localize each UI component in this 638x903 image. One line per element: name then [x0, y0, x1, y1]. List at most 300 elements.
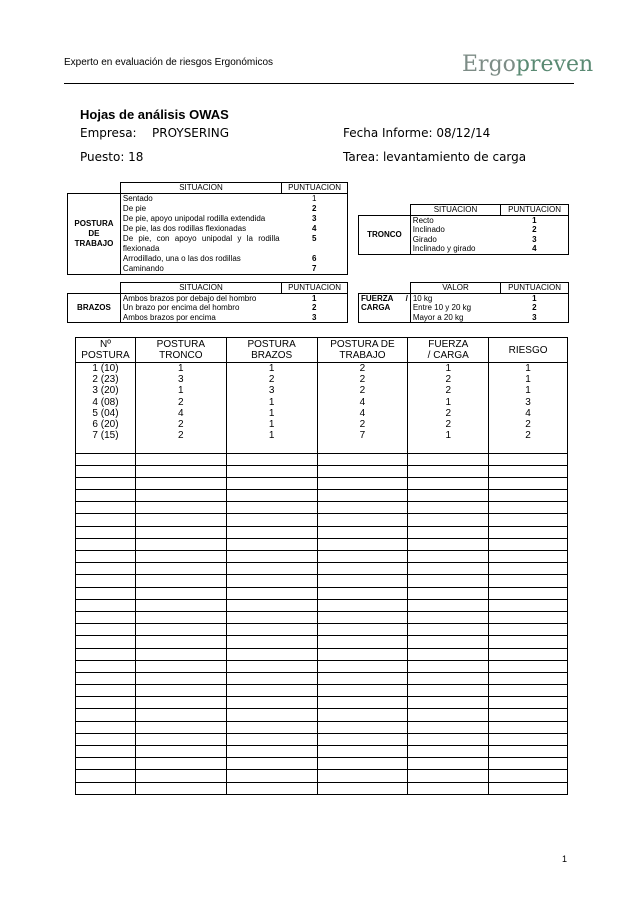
empty-cell: [226, 502, 317, 514]
brazos-row-sit: Ambos brazos por debajo del hombro: [120, 293, 281, 303]
fuerza-row-score: 2: [501, 303, 569, 313]
results-head-riesgo: RIESGO: [489, 338, 568, 363]
empty-cell: [408, 721, 489, 733]
empty-cell: [76, 685, 136, 697]
empty-table-row: [76, 685, 568, 697]
empty-cell: [317, 477, 408, 489]
empty-cell: [76, 551, 136, 563]
empty-cell: [76, 672, 136, 684]
empty-cell: [226, 709, 317, 721]
empty-cell: [226, 721, 317, 733]
empty-cell: [408, 502, 489, 514]
empty-cell: [317, 758, 408, 770]
table-cell: 2: [408, 385, 489, 396]
table-cell: 1: [408, 363, 489, 375]
empty-cell: [226, 551, 317, 563]
empty-cell: [135, 587, 226, 599]
empty-cell: [317, 611, 408, 623]
empty-cell: [317, 648, 408, 660]
tronco-row-score: 1: [501, 215, 569, 225]
table-cell: 4 (08): [76, 397, 136, 408]
table-cell: 2: [317, 385, 408, 396]
empresa-value: PROYSERING: [152, 126, 230, 140]
tronco-table: [358, 204, 569, 255]
fuerza-label: FUERZA /: [359, 293, 411, 303]
postura-row-score: 5: [282, 234, 348, 254]
fuerza-row-sit: Entre 10 y 20 kg: [410, 303, 500, 313]
empty-cell: [489, 672, 568, 684]
empty-cell: [317, 660, 408, 672]
empty-cell: [489, 587, 568, 599]
empty-cell: [489, 648, 568, 660]
empty-cell: [317, 551, 408, 563]
empty-cell: [226, 441, 317, 453]
table-cell: 2: [489, 430, 568, 441]
table-cell: 2: [408, 408, 489, 419]
table-cell: 2: [135, 419, 226, 430]
empty-cell: [226, 733, 317, 745]
brazos-row-sit: Ambos brazos por encima: [120, 313, 281, 323]
table-cell: 4: [489, 408, 568, 419]
empty-cell: [76, 721, 136, 733]
brazos-row-score: 3: [282, 313, 348, 323]
empty-cell: [317, 672, 408, 684]
empty-cell: [489, 697, 568, 709]
empty-table-row: [76, 514, 568, 526]
empty-cell: [226, 575, 317, 587]
empty-cell: [135, 453, 226, 465]
empty-cell: [76, 599, 136, 611]
postura-row-score: 6: [282, 254, 348, 264]
empty-table-row: [76, 758, 568, 770]
empty-cell: [135, 733, 226, 745]
empty-table-row: [76, 636, 568, 648]
empty-table-row: [76, 770, 568, 782]
table-row: [76, 374, 568, 385]
empty-cell: [317, 587, 408, 599]
table-cell: 2: [135, 430, 226, 441]
empty-cell: [135, 721, 226, 733]
empty-table-row: [76, 624, 568, 636]
brazos-head-puntuacion: PUNTUACION: [282, 283, 348, 294]
empty-cell: [408, 441, 489, 453]
empty-cell: [135, 477, 226, 489]
empty-cell: [135, 624, 226, 636]
empty-cell: [226, 770, 317, 782]
table-cell: 1: [226, 408, 317, 419]
table-cell: 2: [317, 419, 408, 430]
empty-cell: [76, 563, 136, 575]
empty-cell: [408, 563, 489, 575]
empty-cell: [76, 611, 136, 623]
empty-cell: [317, 599, 408, 611]
empty-cell: [135, 648, 226, 660]
empty-cell: [408, 587, 489, 599]
empty-cell: [226, 538, 317, 550]
empty-cell: [489, 782, 568, 794]
table-cell: 1: [408, 430, 489, 441]
empty-cell: [408, 514, 489, 526]
postura-trabajo-table: [67, 182, 348, 275]
empty-cell: [489, 490, 568, 502]
empty-cell: [489, 746, 568, 758]
empty-cell: [76, 441, 136, 453]
empty-cell: [489, 770, 568, 782]
postura-row-sit: De pie, apoyo unipodal rodilla extendida: [120, 214, 281, 224]
empty-cell: [135, 672, 226, 684]
empty-table-row: [76, 746, 568, 758]
empty-cell: [76, 526, 136, 538]
empty-cell: [76, 502, 136, 514]
empty-cell: [408, 599, 489, 611]
table-cell: 3: [489, 397, 568, 408]
empty-cell: [135, 551, 226, 563]
empty-cell: [226, 526, 317, 538]
brazos-table: [67, 282, 348, 323]
empty-cell: [408, 624, 489, 636]
table-cell: 7: [317, 430, 408, 441]
tronco-row-score: 4: [501, 244, 569, 254]
table-cell: 1 (10): [76, 363, 136, 375]
results-table: [75, 337, 568, 795]
tronco-head-situacion: SITUACION: [410, 205, 500, 216]
empty-cell: [317, 453, 408, 465]
empty-cell: [135, 502, 226, 514]
empty-cell: [226, 611, 317, 623]
empty-cell: [135, 490, 226, 502]
empty-cell: [408, 648, 489, 660]
empty-cell: [76, 770, 136, 782]
table-cell: 1: [226, 397, 317, 408]
fuerza-row-score: 1: [501, 293, 569, 303]
table-row: [76, 385, 568, 396]
tronco-row-sit: Recto: [410, 215, 500, 225]
postura-row-sit: Sentado: [120, 194, 281, 205]
table-cell: 3 (20): [76, 385, 136, 396]
empty-cell: [408, 453, 489, 465]
postura-row-sit: Caminando: [120, 264, 281, 275]
table-cell: 2: [489, 419, 568, 430]
empty-cell: [489, 441, 568, 453]
table-cell: 2: [135, 397, 226, 408]
table-cell: 1: [489, 385, 568, 396]
empty-cell: [489, 721, 568, 733]
empty-cell: [226, 672, 317, 684]
empty-cell: [489, 526, 568, 538]
postura-row-sit: De pie: [120, 204, 281, 214]
empty-cell: [135, 575, 226, 587]
empty-cell: [135, 465, 226, 477]
tronco-label: TRONCO: [359, 215, 411, 254]
empty-cell: [489, 709, 568, 721]
empty-cell: [317, 441, 408, 453]
tarea: Tarea: levantamiento de carga: [343, 150, 527, 164]
empty-table-row: [76, 587, 568, 599]
empty-cell: [489, 660, 568, 672]
empty-cell: [135, 526, 226, 538]
empty-cell: [76, 746, 136, 758]
results-head-fuerza-carga: FUERZA / CARGA: [408, 338, 489, 363]
table-cell: 1: [408, 397, 489, 408]
empty-table-row: [76, 465, 568, 477]
empty-cell: [317, 465, 408, 477]
empty-cell: [317, 636, 408, 648]
empty-cell: [408, 575, 489, 587]
empty-cell: [135, 660, 226, 672]
empty-cell: [76, 648, 136, 660]
table-cell: 2: [408, 419, 489, 430]
empty-cell: [226, 599, 317, 611]
table-row: [76, 397, 568, 408]
empty-table-row: [76, 551, 568, 563]
postura-trabajo-label: POSTURA DE TRABAJO: [68, 194, 121, 275]
table-row: [76, 408, 568, 419]
empty-cell: [317, 514, 408, 526]
empty-cell: [135, 685, 226, 697]
empty-cell: [317, 685, 408, 697]
empty-cell: [135, 538, 226, 550]
empty-cell: [135, 611, 226, 623]
empty-cell: [135, 697, 226, 709]
empty-cell: [135, 636, 226, 648]
brazos-row-sit: Un brazo por encima del hombro: [120, 303, 281, 313]
empty-cell: [76, 733, 136, 745]
table-cell: 1: [226, 363, 317, 375]
empty-cell: [76, 575, 136, 587]
table-cell: 4: [135, 408, 226, 419]
table-cell: 5 (04): [76, 408, 136, 419]
empty-cell: [135, 770, 226, 782]
table-cell: 2: [317, 363, 408, 375]
empty-cell: [317, 526, 408, 538]
empty-cell: [76, 477, 136, 489]
empty-cell: [408, 672, 489, 684]
empty-table-row: [76, 526, 568, 538]
empty-cell: [489, 465, 568, 477]
empty-cell: [226, 758, 317, 770]
results-head-n-postura: Nº POSTURA: [76, 338, 136, 363]
header-text: Experto en evaluación de riesgos Ergonómicos: [64, 57, 274, 68]
empty-cell: [489, 551, 568, 563]
empty-cell: [135, 709, 226, 721]
empty-cell: [135, 599, 226, 611]
empty-table-row: [76, 672, 568, 684]
empty-cell: [76, 636, 136, 648]
tronco-row-score: 2: [501, 225, 569, 235]
empty-cell: [489, 685, 568, 697]
empty-cell: [76, 490, 136, 502]
empty-cell: [135, 782, 226, 794]
postura-row-sit: Arrodillado, una o las dos rodillas: [120, 254, 281, 264]
document-title: Hojas de análisis OWAS: [80, 107, 229, 122]
table-cell: 7 (15): [76, 430, 136, 441]
empty-cell: [226, 636, 317, 648]
table-cell: 1: [226, 419, 317, 430]
ergopreven-logo: Ergopreven: [462, 52, 594, 77]
empty-table-row: [76, 721, 568, 733]
postura-row-score: 4: [282, 224, 348, 234]
table-row: [76, 430, 568, 441]
empty-cell: [489, 624, 568, 636]
empty-cell: [226, 477, 317, 489]
empty-cell: [226, 660, 317, 672]
postura-row-score: 1: [282, 194, 348, 205]
empty-cell: [317, 721, 408, 733]
empty-cell: [489, 477, 568, 489]
empty-cell: [76, 587, 136, 599]
empty-table-row: [76, 599, 568, 611]
empty-cell: [226, 490, 317, 502]
empty-cell: [408, 685, 489, 697]
empty-cell: [489, 758, 568, 770]
empty-cell: [408, 758, 489, 770]
empty-cell: [489, 636, 568, 648]
empty-table-row: [76, 490, 568, 502]
empty-cell: [489, 733, 568, 745]
empty-cell: [226, 587, 317, 599]
empty-cell: [226, 563, 317, 575]
results-head-postura-trabajo: POSTURA DE TRABAJO: [317, 338, 408, 363]
empty-cell: [317, 490, 408, 502]
empty-table-row: [76, 782, 568, 794]
empty-cell: [408, 611, 489, 623]
table-cell: 1: [135, 363, 226, 375]
fuerza-row-score: 3: [501, 313, 569, 323]
postura-row-score: 3: [282, 214, 348, 224]
empty-cell: [76, 538, 136, 550]
empty-cell: [489, 453, 568, 465]
empty-cell: [408, 538, 489, 550]
empty-table-row: [76, 697, 568, 709]
empty-cell: [408, 770, 489, 782]
empty-table-row: [76, 563, 568, 575]
header-divider: [64, 83, 574, 84]
brazos-head-situacion: SITUACION: [120, 283, 281, 294]
empty-cell: [408, 709, 489, 721]
table-cell: 4: [317, 397, 408, 408]
empty-cell: [408, 746, 489, 758]
tronco-row-sit: Inclinado y girado: [410, 244, 500, 254]
brazos-label: BRAZOS: [68, 293, 121, 323]
empty-cell: [408, 660, 489, 672]
empty-cell: [226, 453, 317, 465]
tronco-row-sit: Inclinado: [410, 225, 500, 235]
table-cell: 1: [489, 363, 568, 375]
empty-cell: [76, 782, 136, 794]
empty-cell: [317, 624, 408, 636]
empty-cell: [135, 563, 226, 575]
empty-cell: [135, 746, 226, 758]
empty-cell: [226, 782, 317, 794]
table-cell: 3: [226, 385, 317, 396]
fuerza-row-sit: 10 kg: [410, 293, 500, 303]
empty-cell: [317, 502, 408, 514]
empty-table-row: [76, 502, 568, 514]
empty-cell: [76, 660, 136, 672]
empty-table-row: [76, 538, 568, 550]
table-cell: 2 (23): [76, 374, 136, 385]
empty-cell: [76, 624, 136, 636]
empty-cell: [317, 709, 408, 721]
empty-cell: [76, 709, 136, 721]
empty-cell: [489, 563, 568, 575]
empty-cell: [226, 648, 317, 660]
empty-cell: [76, 697, 136, 709]
tronco-head-puntuacion: PUNTUACION: [501, 205, 569, 216]
empty-cell: [408, 465, 489, 477]
empty-cell: [408, 733, 489, 745]
empty-cell: [408, 551, 489, 563]
table-row: [76, 363, 568, 375]
empty-table-row: [76, 441, 568, 453]
empty-cell: [408, 782, 489, 794]
empty-cell: [226, 685, 317, 697]
empty-cell: [135, 514, 226, 526]
page-number: 1: [562, 854, 568, 864]
brazos-row-score: 1: [282, 293, 348, 303]
empty-table-row: [76, 453, 568, 465]
postura-row-sit: De pie, con apoyo unipodal y la rodilla flexionada: [120, 234, 281, 254]
empty-cell: [408, 477, 489, 489]
postura-head-puntuacion: PUNTUACION: [282, 183, 348, 194]
empty-table-row: [76, 733, 568, 745]
empty-cell: [317, 575, 408, 587]
empty-cell: [317, 782, 408, 794]
fuerza-head-puntuacion: PUNTUACION: [501, 283, 569, 294]
empty-cell: [408, 636, 489, 648]
empty-cell: [76, 514, 136, 526]
empty-cell: [317, 538, 408, 550]
empty-cell: [489, 514, 568, 526]
table-cell: 2: [226, 374, 317, 385]
empty-cell: [408, 697, 489, 709]
empty-cell: [489, 575, 568, 587]
results-head-postura-tronco: POSTURA TRONCO: [135, 338, 226, 363]
postura-head-situacion: SITUACION: [120, 183, 281, 194]
brazos-row-score: 2: [282, 303, 348, 313]
empty-table-row: [76, 611, 568, 623]
fecha-informe: Fecha Informe: 08/12/14: [343, 126, 491, 140]
puesto: Puesto: 18: [80, 150, 144, 164]
empty-table-row: [76, 477, 568, 489]
empty-cell: [226, 514, 317, 526]
empty-cell: [317, 746, 408, 758]
table-cell: 6 (20): [76, 419, 136, 430]
empty-table-row: [76, 575, 568, 587]
table-row: [76, 419, 568, 430]
empty-cell: [226, 697, 317, 709]
empty-cell: [226, 624, 317, 636]
empty-cell: [317, 697, 408, 709]
empty-cell: [135, 441, 226, 453]
empty-cell: [408, 490, 489, 502]
empty-cell: [317, 770, 408, 782]
empty-table-row: [76, 648, 568, 660]
postura-row-score: 2: [282, 204, 348, 214]
table-cell: 1: [135, 385, 226, 396]
table-cell: 1: [226, 430, 317, 441]
postura-row-sit: De pie, las dos rodillas flexionadas: [120, 224, 281, 234]
fuerza-head-valor: VALOR: [410, 283, 500, 294]
table-cell: 1: [489, 374, 568, 385]
results-head-postura-brazos: POSTURA BRAZOS: [226, 338, 317, 363]
empty-cell: [76, 758, 136, 770]
fuerza-carga-table: [358, 282, 569, 323]
empty-cell: [489, 599, 568, 611]
tronco-row-sit: Girado: [410, 235, 500, 245]
empty-cell: [317, 563, 408, 575]
empresa-label: Empresa:: [80, 126, 137, 140]
